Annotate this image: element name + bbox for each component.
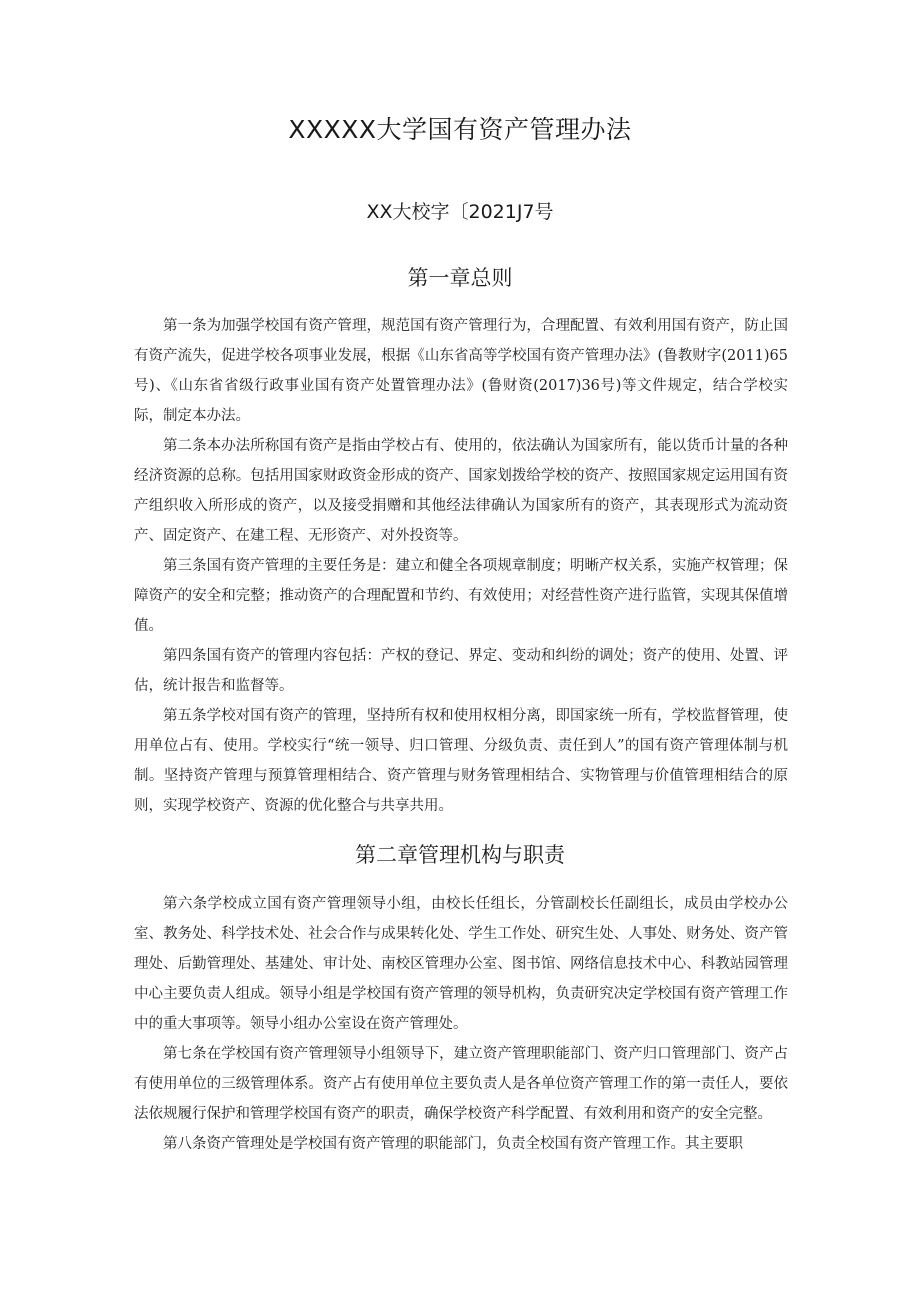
article-paragraph: 第一条为加强学校国有资产管理，规范国有资产管理行为，合理配置、有效利用国有资产，防止国有资产流失，促进学校各项事业发展，根据《山东省高等学校国有资产管理办法》(鲁教财字(2011)65号)、《山东省省级行政事业国有资产处置管理办法》(鲁财资(2017)36号)等文件规定，结合学校实际，制定本办法。	[134, 318, 788, 424]
chapter-heading: 第一章总则	[407, 266, 513, 290]
chapter-body	[134, 311, 788, 821]
chapter-body	[134, 889, 788, 1159]
article-paragraph: 第六条学校成立国有资产管理领导小组，由校长任组长，分管副校长任副组长，成员由学校办公室、教务处、科学技术处、社会合作与成果转化处、学生工作处、研究生处、人事处、财务处、资产管理处、后勤管理处、基建处、审计处、南校区管理办公室、图书馆、网络信息技术中心、科教站园管理中心主要负责人组成。领导小组是学校国有资产管理的领导机构，负责研究决定学校国有资产管理工作中的重大事项等。领导小组办公室设在资产管理处。	[134, 896, 788, 1032]
article-paragraph: 第七条在学校国有资产管理领导小组领导下，建立资产管理职能部门、资产归口管理部门、资产占有使用单位的三级管理体系。资产占有使用单位主要负责人是各单位资产管理工作的第一责任人，要依法依规履行保护和管理学校国有资产的职责，确保学校资产科学配置、有效利用和资产的安全完整。	[134, 1046, 788, 1122]
article-paragraph: 第八条资产管理处是学校国有资产管理的职能部门，负责全校国有资产管理工作。其主要职	[163, 1136, 743, 1152]
article-paragraph: 第三条国有资产管理的主要任务是：建立和健全各项规章制度；明晰产权关系，实施产权管理；保障资产的安全和完整；推动资产的合理配置和节约、有效使用；对经营性资产进行监管，实现其保值增值。	[134, 558, 788, 634]
document-title: XXXXX大学国有资产管理办法	[288, 115, 632, 144]
article-paragraph: 第五条学校对国有资产的管理，坚持所有权和使用权相分离，即国家统一所有，学校监督管理，使用单位占有、使用。学校实行“统一领导、归口管理、分级负责、责任到人”的国有资产管理体制与机制。坚持资产管理与预算管理相结合、资产管理与财务管理相结合、实物管理与价值管理相结合的原则，实现学校资产、资源的优化整合与共享共用。	[134, 708, 788, 814]
chapter-heading: 第二章管理机构与职责	[355, 843, 565, 867]
article-paragraph: 第二条本办法所称国有资产是指由学校占有、使用的，依法确认为国家所有，能以货币计量的各种经济资源的总称。包括用国家财政资金形成的资产、国家划拨给学校的资产、按照国家规定运用国有资产组织收入所形成的资产，以及接受捐赠和其他经法律确认为国家所有的资产，其表现形式为流动资产、固定资产、在建工程、无形资产、对外投资等。	[134, 438, 788, 544]
article-paragraph: 第四条国有资产的管理内容包括：产权的登记、界定、变动和纠纷的调处；资产的使用、处置、评估，统计报告和监督等。	[134, 648, 788, 694]
document-number: XX大校字〔2021J7号	[366, 201, 554, 223]
